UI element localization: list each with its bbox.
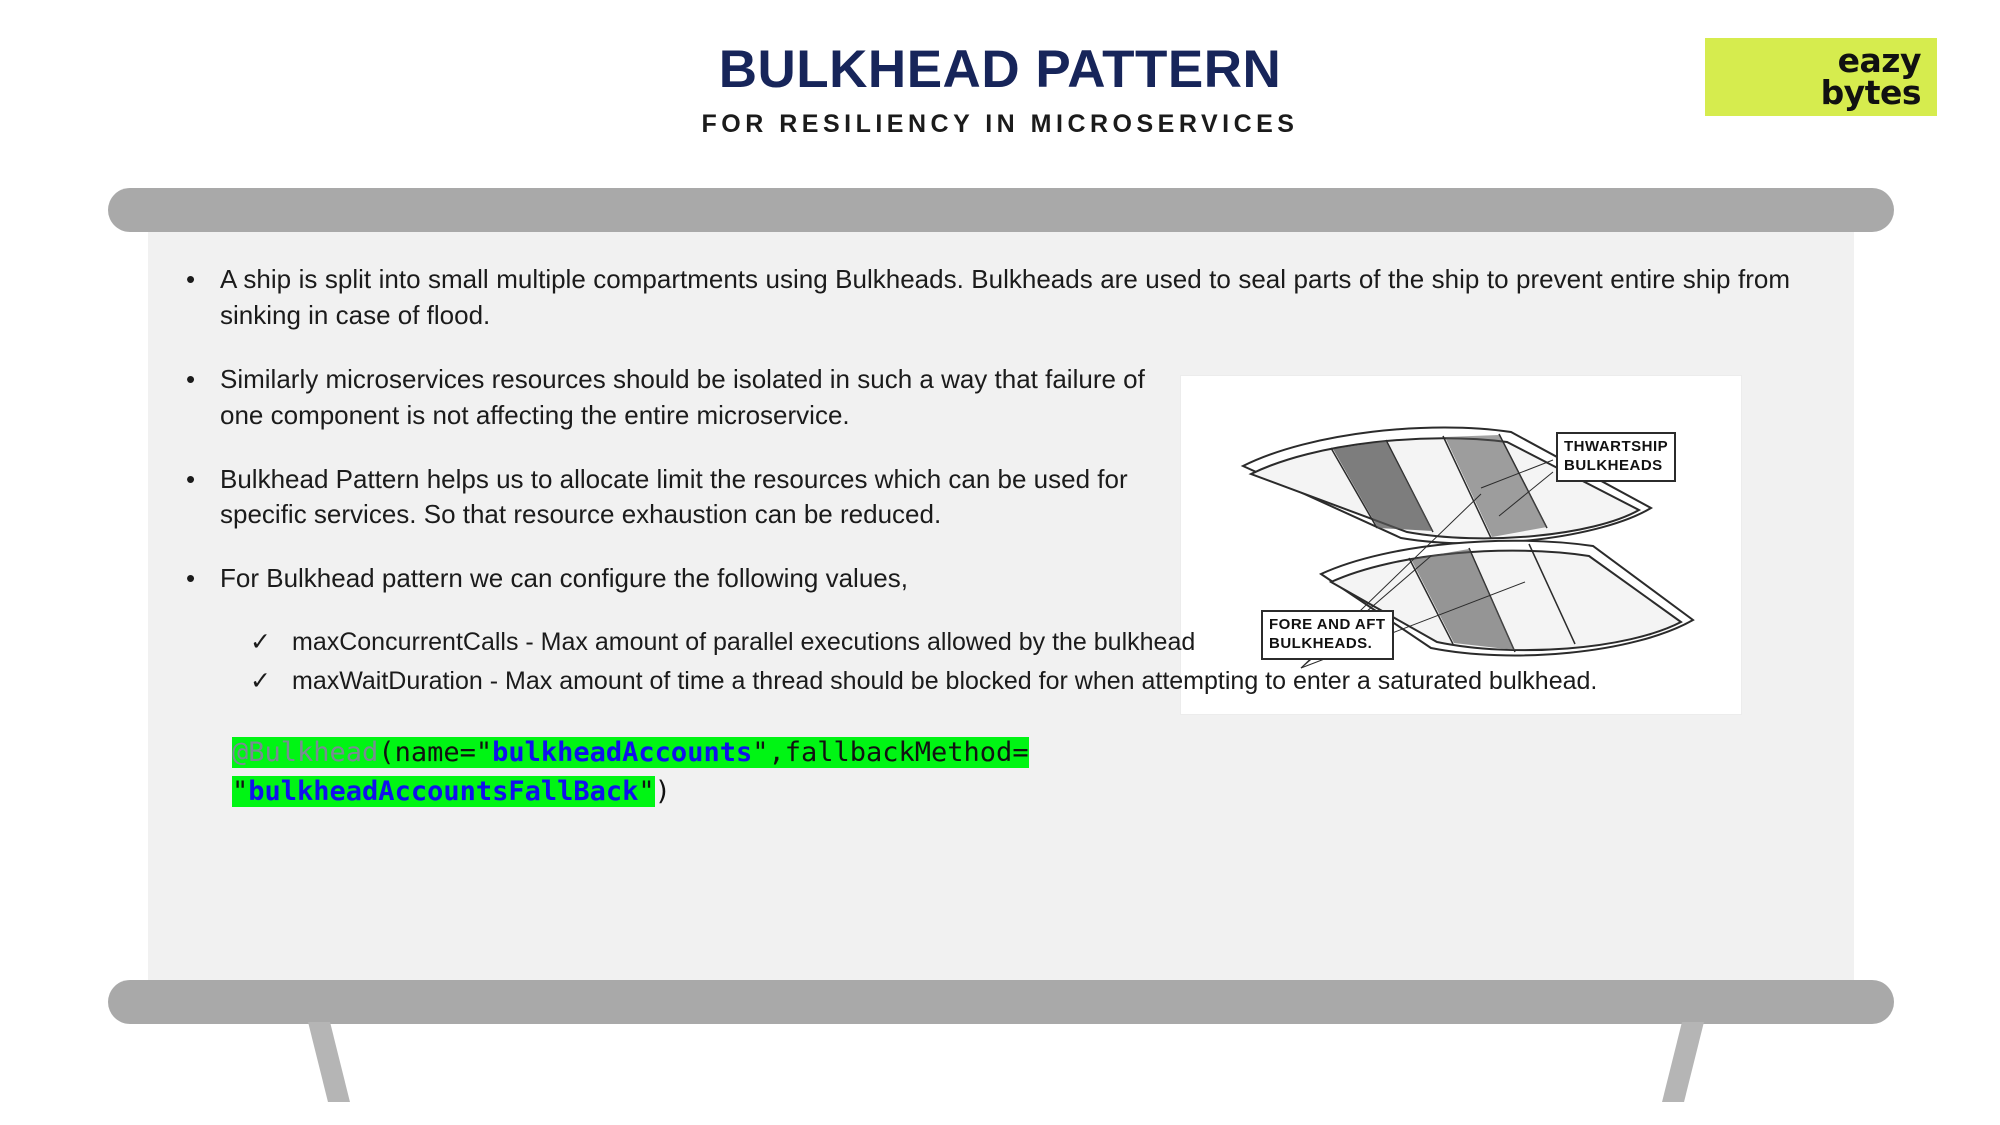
figure-caption-thwartship: THWARTSHIP BULKHEADS — [1556, 432, 1676, 482]
bullet-item — [176, 561, 1836, 597]
code-fallback-key: ,fallbackMethod= — [768, 737, 1029, 769]
code-line-1 — [232, 733, 1332, 772]
code-quote: " — [475, 737, 493, 769]
code-close-paren: ) — [654, 776, 671, 808]
bullet-item — [176, 362, 1836, 434]
check-icon: ✓ — [250, 667, 271, 696]
sub-bullet-text: maxConcurrentCalls - Max amount of parallel executions allowed by the bulkhead — [292, 628, 1196, 657]
code-string-bulkhead-name: bulkheadAccounts — [492, 737, 753, 769]
sub-bullet-item — [250, 664, 1836, 699]
bullet-item — [176, 262, 1836, 334]
page-subtitle: FOR RESILIENCY IN MICROSERVICES — [701, 109, 1299, 138]
figure-caption-fore-aft: FORE AND AFT BULKHEADS. — [1261, 610, 1394, 660]
code-quote: " — [638, 776, 655, 808]
bullet-marker: • — [186, 363, 196, 394]
logo-line-2: bytes — [1820, 73, 1921, 112]
check-icon: ✓ — [250, 628, 271, 657]
whiteboard-bottom-bar — [108, 980, 1894, 1024]
slide-content — [176, 262, 1836, 811]
code-quote: " — [232, 776, 249, 808]
code-string-fallback-method: bulkheadAccountsFallBack — [248, 776, 639, 808]
sub-bullet-item — [250, 625, 1836, 660]
bullet-text: For Bulkhead pattern we can configure the following values, — [220, 563, 908, 594]
eazy-bytes-logo — [1705, 38, 1937, 116]
bullet-text: Similarly microservices resources should be isolated in such a way that failure of one component is not affecting the entire microservice. — [220, 363, 1145, 430]
bullet-marker: • — [186, 563, 196, 594]
sub-bullet-text: maxWaitDuration - Max amount of time a thread should be blocked for when attempting to enter a saturated bulkhead. — [292, 667, 1598, 696]
bullet-text: Bulkhead Pattern helps us to allocate limit the resources which can be used for specific services. So that resource exhaustion can be reduced. — [220, 463, 1128, 530]
code-open-paren: (name= — [378, 737, 476, 769]
code-line-2 — [232, 772, 1332, 811]
code-quote: " — [752, 737, 769, 769]
logo-line-1: eazy — [1837, 41, 1921, 80]
whiteboard-top-bar — [108, 188, 1894, 232]
bullet-text: A ship is split into small multiple compartments using Bulkheads. Bulkheads are used to seal parts of the ship to prevent entire ship from sinking in case of flood. — [220, 264, 1790, 330]
whiteboard-leg-right — [1662, 1022, 1704, 1102]
bullet-item — [176, 462, 1836, 534]
page-title: BULKHEAD PATTERN — [718, 40, 1282, 99]
bullet-marker: • — [186, 463, 196, 494]
code-annotation: @Bulkhead — [232, 737, 379, 769]
code-snippet — [232, 733, 1332, 811]
header — [0, 42, 2000, 139]
bullet-marker: • — [186, 264, 196, 294]
whiteboard-leg-left — [308, 1022, 350, 1102]
sub-bullet-list — [250, 625, 1836, 699]
